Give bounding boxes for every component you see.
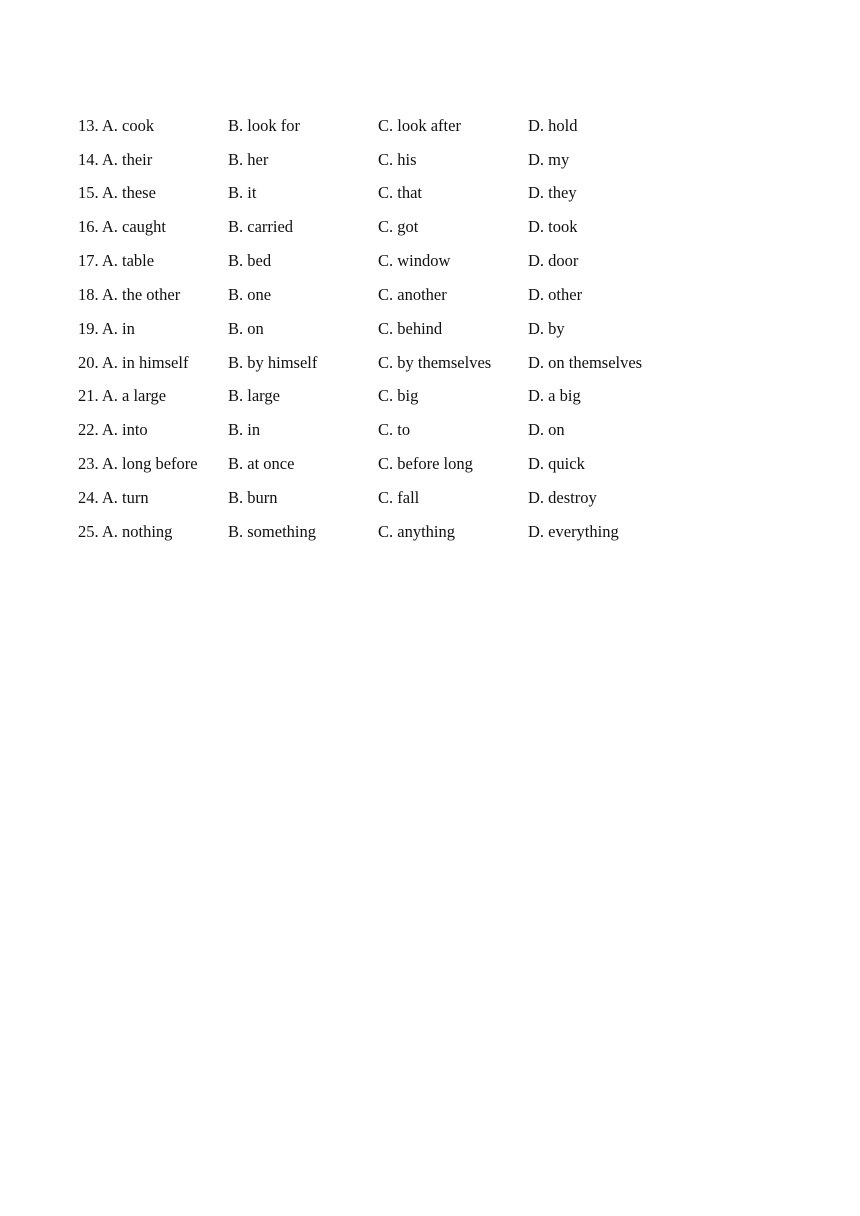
option-d: D. hold (528, 115, 578, 135)
option-c: C. anything (378, 521, 455, 541)
option-b: B. carried (228, 217, 294, 237)
option-a: 23. A. long before (78, 454, 198, 474)
option-c: C. got (378, 217, 419, 237)
option-c: C. big (378, 386, 419, 406)
option-b: B. in (228, 420, 261, 440)
option-a: 15. A. these (78, 183, 156, 203)
question-row-18 (78, 278, 698, 312)
option-c: C. before long (378, 454, 473, 474)
option-d: D. door (528, 251, 579, 271)
option-a: 14. A. their (78, 149, 153, 169)
question-row-24 (78, 481, 698, 515)
option-a: 20. A. in himself (78, 352, 189, 372)
option-d: D. a big (528, 386, 581, 406)
question-row-20 (78, 346, 698, 380)
question-row-23 (78, 447, 698, 481)
option-d: D. by (528, 318, 565, 338)
option-d: D. my (528, 149, 570, 169)
question-row-22 (78, 414, 698, 448)
option-b: B. by himself (228, 352, 318, 372)
option-c: C. window (378, 251, 451, 271)
question-row-15 (78, 177, 698, 211)
option-a: 18. A. the other (78, 284, 181, 304)
option-b: B. one (228, 284, 272, 304)
option-a: 13. A. cook (78, 115, 155, 135)
option-b: B. her (228, 149, 269, 169)
option-b: B. large (228, 386, 280, 406)
option-c: C. his (378, 149, 417, 169)
option-d: D. everything (528, 521, 619, 541)
option-c: C. that (378, 183, 422, 203)
option-b: B. bed (228, 251, 272, 271)
option-d: D. on themselves (528, 352, 643, 372)
option-d: D. quick (528, 454, 585, 474)
option-c: C. by themselves (378, 352, 492, 372)
option-d: D. other (528, 284, 583, 304)
question-row-14 (78, 143, 698, 177)
option-d: D. took (528, 217, 578, 237)
option-d: D. they (528, 183, 577, 203)
option-c: C. fall (378, 487, 420, 507)
option-d: D. destroy (528, 487, 597, 507)
option-b: B. at once (228, 454, 295, 474)
question-row-16 (78, 211, 698, 245)
question-row-19 (78, 312, 698, 346)
option-c: C. look after (378, 115, 461, 135)
option-a: 16. A. caught (78, 217, 166, 237)
option-d: D. on (528, 420, 565, 440)
option-b: B. look for (228, 115, 300, 135)
option-b: B. burn (228, 487, 278, 507)
option-c: C. behind (378, 318, 443, 338)
question-list (78, 109, 698, 549)
option-a: 24. A. turn (78, 487, 149, 507)
option-b: B. on (228, 318, 264, 338)
option-a: 25. A. nothing (78, 521, 173, 541)
option-a: 22. A. into (78, 420, 148, 440)
option-a: 21. A. a large (78, 386, 167, 406)
question-row-13 (78, 109, 698, 143)
option-b: B. something (228, 521, 317, 541)
option-a: 17. A. table (78, 251, 155, 271)
option-c: C. to (378, 420, 411, 440)
option-a: 19. A. in (78, 318, 135, 338)
question-row-17 (78, 244, 698, 278)
question-row-25 (78, 515, 698, 549)
option-b: B. it (228, 183, 257, 203)
question-row-21 (78, 380, 698, 414)
option-c: C. another (378, 284, 447, 304)
